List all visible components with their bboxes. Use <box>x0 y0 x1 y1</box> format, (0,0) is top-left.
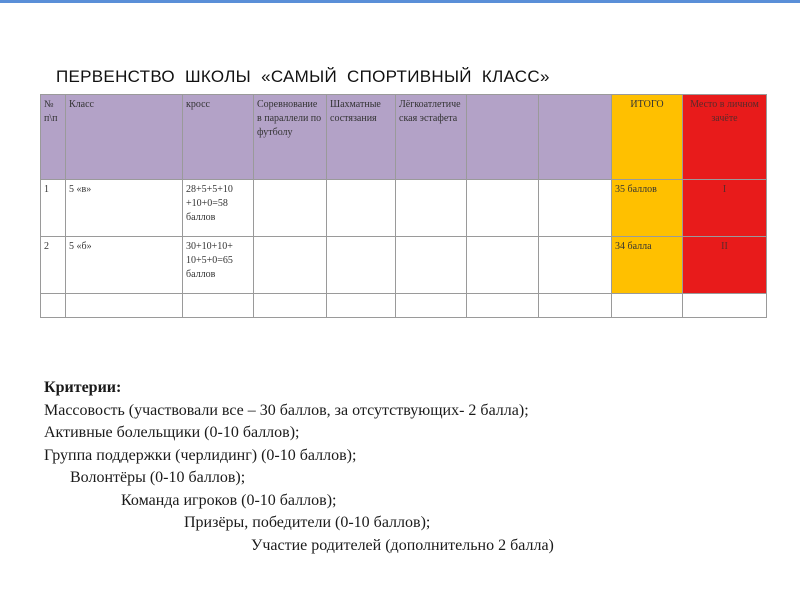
table-cell <box>66 294 183 318</box>
table-cell <box>327 294 396 318</box>
table-cell <box>539 237 612 294</box>
header-cell: кросс <box>183 95 254 180</box>
table-cell <box>254 237 327 294</box>
table-cell <box>254 180 327 237</box>
criterion-item: Волонтёры (0-10 баллов); <box>70 469 246 486</box>
table-cell <box>539 294 612 318</box>
table-cell <box>683 294 767 318</box>
table-cell <box>467 294 539 318</box>
criteria-block <box>44 377 784 557</box>
table-header-row <box>41 95 767 180</box>
criterion-item: Участие родителей (дополнительно 2 балла) <box>251 536 554 554</box>
criterion-item: Группа поддержки (черлидинг) (0-10 баллов); <box>44 446 357 464</box>
top-rule <box>0 0 800 3</box>
criterion-item: Массовость (участвовали все – 30 баллов, за отсутствующих- 2 балла); <box>44 401 529 419</box>
table-cell: 5 «б» <box>66 237 183 294</box>
place-cell: I <box>683 180 767 237</box>
table-cell <box>327 237 396 294</box>
table-cell: 30+10+10+ 10+5+0=65 баллов <box>183 237 254 294</box>
table-cell <box>254 294 327 318</box>
header-cell <box>539 95 612 180</box>
header-cell: № п\п <box>41 95 66 180</box>
header-cell-total: ИТОГО <box>612 95 683 180</box>
table-cell: 2 <box>41 237 66 294</box>
table-cell <box>396 180 467 237</box>
table-row <box>41 237 767 294</box>
page-title: ПЕРВЕНСТВО ШКОЛЫ «САМЫЙ СПОРТИВНЫЙ КЛАСС» <box>56 67 550 86</box>
table-cell <box>396 237 467 294</box>
total-cell: 35 баллов <box>612 180 683 237</box>
criterion-item: Призёры, победители (0-10 баллов); <box>184 514 431 531</box>
table-cell: 28+5+5+10 +10+0=58 баллов <box>183 180 254 237</box>
table-cell <box>467 180 539 237</box>
table-row <box>41 294 767 318</box>
header-cell <box>467 95 539 180</box>
place-cell: II <box>683 237 767 294</box>
table-cell <box>612 294 683 318</box>
header-cell: Соревнование в параллели по футболу <box>254 95 327 180</box>
table-cell <box>327 180 396 237</box>
criteria-heading: Критерии: <box>44 379 122 396</box>
table-cell <box>396 294 467 318</box>
table-cell <box>41 294 66 318</box>
results-table <box>40 94 767 318</box>
total-cell: 34 балла <box>612 237 683 294</box>
table-cell <box>467 237 539 294</box>
header-cell: Лёгкоатлетическая эстафета <box>396 95 467 180</box>
table-cell: 1 <box>41 180 66 237</box>
table-cell <box>539 180 612 237</box>
header-cell: Класс <box>66 95 183 180</box>
table-row <box>41 180 767 237</box>
header-cell-place: Место в личном зачёте <box>683 95 767 180</box>
table-cell: 5 «в» <box>66 180 183 237</box>
header-cell: Шахматные состязания <box>327 95 396 180</box>
table-cell <box>183 294 254 318</box>
criterion-item: Активные болельщики (0-10 баллов); <box>44 424 300 441</box>
criterion-item: Команда игроков (0-10 баллов); <box>121 491 337 509</box>
